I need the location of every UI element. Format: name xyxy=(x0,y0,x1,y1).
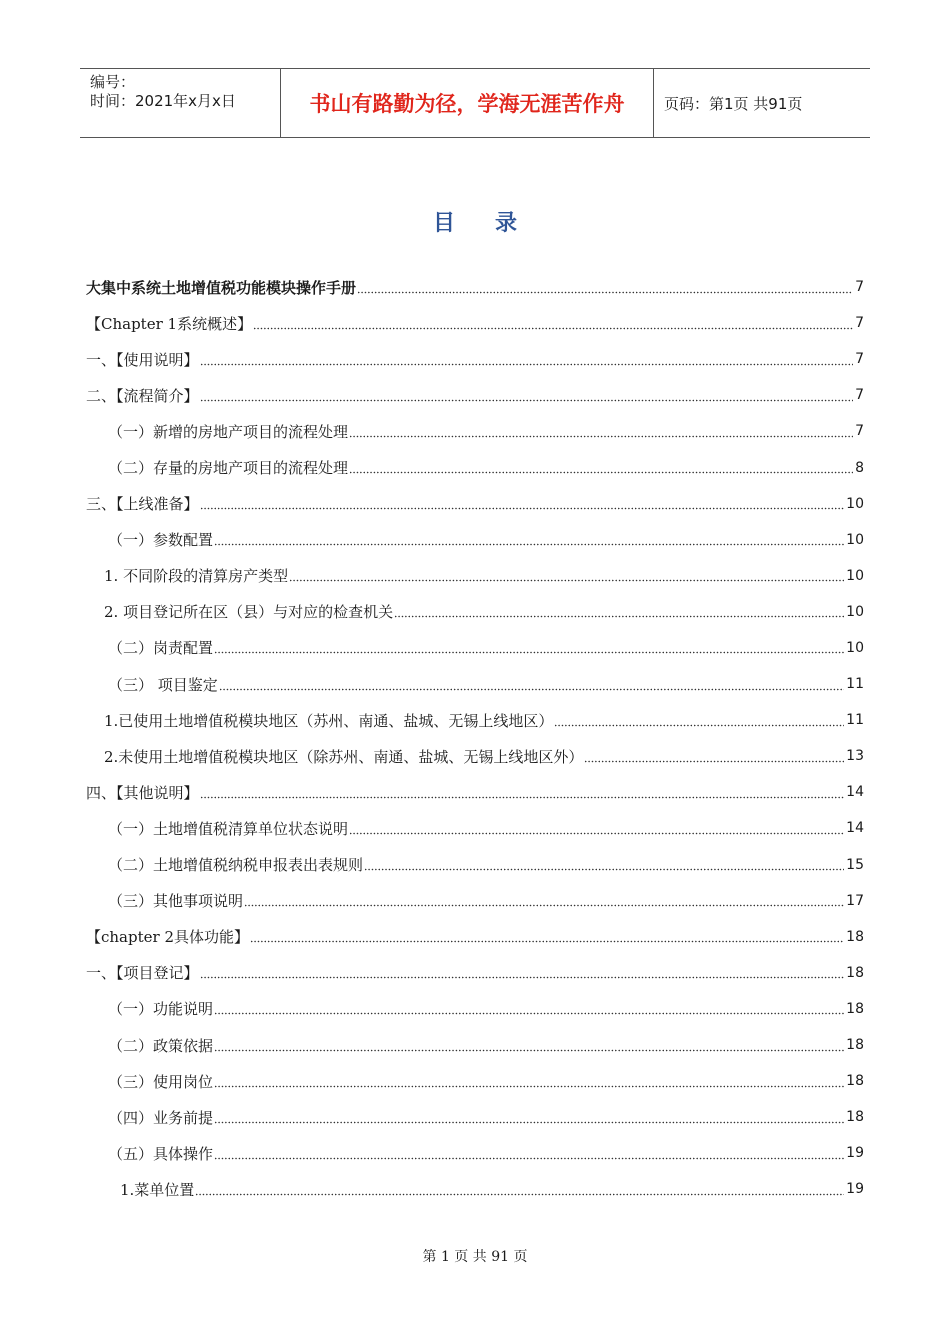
toc-entry-page: 17 xyxy=(846,892,864,909)
toc-entry-page: 18 xyxy=(846,1109,864,1126)
toc-entry[interactable] xyxy=(86,919,864,955)
toc-leader-dots xyxy=(200,496,845,511)
toc-entry-page: 18 xyxy=(846,1073,864,1090)
toc-entry-page: 18 xyxy=(846,964,864,981)
header-motto: 书山有路勤为径，学海无涯苦作舟 xyxy=(281,69,654,137)
page-footer: 第 1 页 共 91 页 xyxy=(422,1249,528,1265)
toc-entry-text: （一）功能说明 xyxy=(108,1000,214,1019)
toc-leader-dots xyxy=(289,568,844,583)
toc-entry[interactable] xyxy=(86,1171,864,1207)
toc-leader-dots xyxy=(554,713,844,728)
toc-entry-page: 18 xyxy=(846,928,864,945)
toc-entry-page: 18 xyxy=(846,1037,864,1054)
toc-entry-text: （三）其他事项说明 xyxy=(108,892,244,911)
toc-leader-dots xyxy=(349,424,853,439)
toc-entry-page: 7 xyxy=(855,315,864,332)
toc-entry-text: 1.已使用土地增值税模块地区（苏州、南通、盐城、无锡上线地区） xyxy=(104,711,554,730)
toc-entry-page: 15 xyxy=(846,856,864,873)
toc-leader-dots xyxy=(200,388,854,403)
toc-leader-dots xyxy=(244,893,844,908)
toc-leader-dots xyxy=(200,965,845,980)
toc-entry-text: （一）土地增值税清算单位状态说明 xyxy=(108,819,349,838)
toc-entry-page: 7 xyxy=(855,423,864,440)
toc-leader-dots xyxy=(214,1110,844,1125)
toc-entry[interactable] xyxy=(86,269,864,305)
toc-entry-text: 1. 不同阶段的清算房产类型 xyxy=(104,567,289,586)
toc-entry-text: 【chapter 2具体功能】 xyxy=(86,928,249,947)
toc-entry-text: 三、【上线准备】 xyxy=(86,495,199,514)
toc-leader-dots xyxy=(219,677,844,692)
toc-entry-page: 19 xyxy=(846,1145,864,1162)
toc-entry-page: 14 xyxy=(846,784,864,801)
toc-entry[interactable] xyxy=(86,991,864,1027)
toc-entry-text: （三） 项目鉴定 xyxy=(108,675,218,694)
toc-leader-dots xyxy=(250,929,844,944)
toc-entry[interactable] xyxy=(86,847,864,883)
toc-entry-text: （二）存量的房地产项目的流程处理 xyxy=(108,459,349,478)
toc-leader-dots xyxy=(349,460,853,475)
toc-entry-page: 14 xyxy=(846,820,864,837)
table-of-contents xyxy=(86,269,864,1207)
toc-leader-dots xyxy=(349,821,844,836)
toc-entry-page: 7 xyxy=(855,279,864,296)
toc-entry-text: （一）参数配置 xyxy=(108,531,214,550)
toc-entry[interactable] xyxy=(86,486,864,522)
toc-entry[interactable] xyxy=(86,738,864,774)
header-page-info: 页码：第1页 共91页 xyxy=(664,94,803,113)
toc-entry[interactable] xyxy=(86,341,864,377)
toc-entry-page: 10 xyxy=(846,639,864,656)
toc-leader-dots xyxy=(214,1001,844,1016)
toc-leader-dots xyxy=(214,532,844,547)
toc-entry-page: 13 xyxy=(846,748,864,765)
document-number-label: 编号： xyxy=(90,73,136,91)
toc-entry-page: 11 xyxy=(846,676,864,693)
toc-leader-dots xyxy=(214,640,844,655)
toc-entry-text: （三）使用岗位 xyxy=(108,1072,214,1091)
toc-entry-text: 1.菜单位置 xyxy=(120,1180,195,1199)
page-header xyxy=(80,68,870,138)
toc-entry-page: 11 xyxy=(846,712,864,729)
toc-entry-text: （二）土地增值税纳税申报表出表规则 xyxy=(108,856,364,875)
toc-entry-text: 【Chapter 1系统概述】 xyxy=(86,314,253,333)
document-date-label: 时间：2021年x月x日 xyxy=(90,92,236,110)
toc-entry-page: 7 xyxy=(855,351,864,368)
toc-entry[interactable] xyxy=(86,558,864,594)
toc-entry[interactable] xyxy=(86,1099,864,1135)
toc-entry[interactable] xyxy=(86,1063,864,1099)
toc-entry-text: 大集中系统土地增值税功能模块操作手册 xyxy=(86,278,357,297)
toc-entry-text: （四）业务前提 xyxy=(108,1108,214,1127)
toc-entry[interactable] xyxy=(86,305,864,341)
toc-leader-dots xyxy=(584,749,844,764)
toc-leader-dots xyxy=(394,604,844,619)
toc-entry[interactable] xyxy=(86,774,864,810)
toc-entry-page: 18 xyxy=(846,1000,864,1017)
toc-entry-page: 10 xyxy=(846,531,864,548)
toc-entry[interactable] xyxy=(86,883,864,919)
toc-title: 目录 xyxy=(432,211,557,236)
toc-entry[interactable] xyxy=(86,1027,864,1063)
toc-entry-text: （二）岗责配置 xyxy=(108,639,214,658)
toc-entry[interactable] xyxy=(86,413,864,449)
header-meta xyxy=(80,69,281,137)
toc-leader-dots xyxy=(357,280,853,295)
toc-entry[interactable] xyxy=(86,377,864,413)
toc-leader-dots xyxy=(195,1182,844,1197)
toc-leader-dots xyxy=(200,352,854,367)
toc-leader-dots xyxy=(364,857,844,872)
toc-leader-dots xyxy=(214,1074,844,1089)
toc-entry[interactable] xyxy=(86,810,864,846)
toc-leader-dots xyxy=(253,316,853,331)
toc-entry-text: 一、【项目登记】 xyxy=(86,964,199,983)
toc-entry-text: （五）具体操作 xyxy=(108,1144,214,1163)
toc-entry-text: 2. 项目登记所在区（县）与对应的检查机关 xyxy=(104,603,394,622)
toc-entry-text: （二）政策依据 xyxy=(108,1036,214,1055)
toc-entry-text: （一）新增的房地产项目的流程处理 xyxy=(108,422,349,441)
toc-entry[interactable] xyxy=(86,1135,864,1171)
toc-entry[interactable] xyxy=(86,522,864,558)
toc-entry[interactable] xyxy=(86,702,864,738)
toc-entry[interactable] xyxy=(86,955,864,991)
toc-leader-dots xyxy=(200,785,845,800)
toc-leader-dots xyxy=(214,1038,844,1053)
toc-entry-text: 四、【其他说明】 xyxy=(86,783,199,802)
toc-entry[interactable] xyxy=(86,449,864,485)
toc-entry-text: 二、【流程简介】 xyxy=(86,386,199,405)
toc-entry[interactable] xyxy=(86,594,864,630)
toc-leader-dots xyxy=(214,1146,844,1161)
toc-entry-text: 2.未使用土地增值税模块地区（除苏州、南通、盐城、无锡上线地区外） xyxy=(104,747,584,766)
toc-entry[interactable] xyxy=(86,630,864,666)
toc-entry[interactable] xyxy=(86,666,864,702)
toc-entry-page: 10 xyxy=(846,567,864,584)
toc-entry-page: 7 xyxy=(855,387,864,404)
toc-entry-page: 10 xyxy=(846,495,864,512)
toc-entry-page: 10 xyxy=(846,603,864,620)
toc-entry-text: 一、【使用说明】 xyxy=(86,350,199,369)
toc-entry-page: 19 xyxy=(846,1181,864,1198)
toc-entry-page: 8 xyxy=(855,459,864,476)
